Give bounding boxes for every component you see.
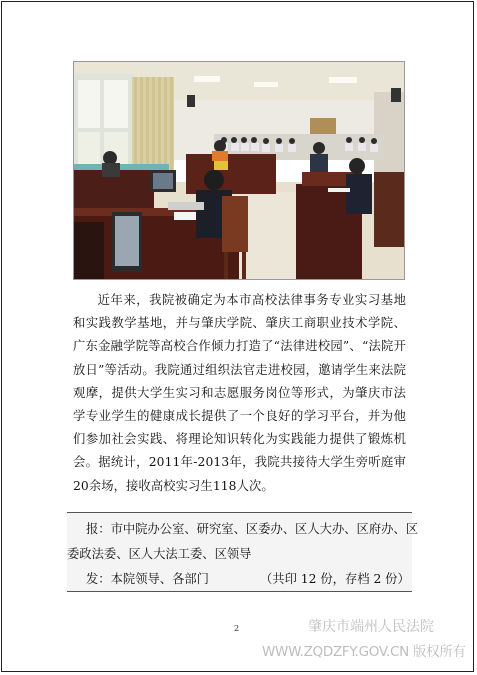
report-to-line-1: 报：市中院办公室、研究室、区委办、区人大办、区府办、区 <box>86 522 419 536</box>
watermark-court-name: 肇庆市端州人民法院 <box>308 619 434 635</box>
body-paragraph: 近年来，我院被确定为本市高校法律事务专业实习基地和实践教学基地，并与肇庆学院、肇庆工商职业技术学院、广东金融学院等高校合作倾力打造了“法律进校园”、“法院开放日”等活动。我院通过组织法官走进校园，邀请学生来法院观摩，提供大学生实习和志愿服务岗位等形式，为肇庆市法学专业学生的健康成长提供了一个良好的学习平台，并为他们参加社会实践、将理论知识转化为实践能力提供了锻炼机会。据统计，2011年-2013年，我院共接待大学生旁听庭审20余场，接收高校实习生118人次。 <box>73 293 406 493</box>
distribution-bottom-rule <box>67 591 412 592</box>
send-to-line: 发：本院领导、各部门 <box>86 572 209 586</box>
courtroom-photo <box>73 61 405 280</box>
print-copies-note: （共印 12 份，存档 2 份） <box>260 572 410 586</box>
distribution-top-rule <box>67 512 412 513</box>
page-number: 2 <box>234 624 240 633</box>
report-to-line-2: 委政法委、区人大法工委、区领导 <box>67 547 252 561</box>
watermark-url: WWW.ZQDZFY.GOV.CN 版权所有 <box>262 644 466 660</box>
